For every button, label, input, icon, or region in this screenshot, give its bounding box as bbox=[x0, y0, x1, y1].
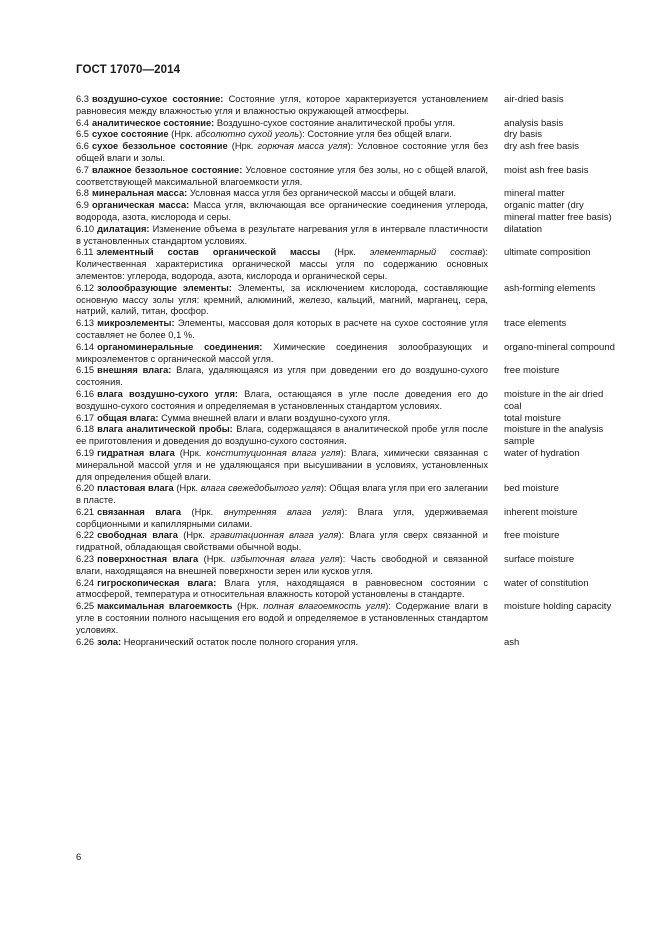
term-entry bbox=[76, 483, 616, 507]
term-definition bbox=[76, 530, 488, 554]
term-deprecated: избыточная влага угля bbox=[230, 554, 340, 565]
term-entry bbox=[76, 365, 616, 389]
term-definition bbox=[76, 283, 488, 318]
term-english: dilatation bbox=[504, 223, 543, 235]
term-definition bbox=[76, 578, 488, 602]
term-name: золообразующие элементы: bbox=[97, 282, 232, 293]
term-text: Неорганический остаток после полного сгорания угля. bbox=[121, 636, 359, 647]
term-name: влага воздушно-сухого угля: bbox=[97, 388, 238, 399]
term-number: 6.26 bbox=[76, 636, 95, 647]
term-text: : Влага угля, удерживаемая сорбционными и капиллярными силами. bbox=[76, 506, 489, 529]
term-entry bbox=[76, 413, 616, 425]
term-text: Элементы, за исключением кислорода, составляющие основную массу золы угля: кремний, алюминий, железо, кальций, магний, марганец, сера, натрий, калий, титан, фосфор. bbox=[76, 282, 488, 317]
term-english: ash-forming elements bbox=[504, 282, 596, 294]
term-name: органическая масса: bbox=[91, 200, 190, 211]
term-deprecated-suffix: ) bbox=[338, 530, 342, 541]
term-entry bbox=[76, 118, 616, 130]
term-text: Изменение объема в результате нагревания угля в интервале пластичности в установленных стандартом условиях. bbox=[76, 223, 488, 246]
term-text: Воздушно-сухое состояние аналитической пробы угля. bbox=[214, 117, 456, 128]
term-deprecated: абсолютно сухой уголь bbox=[195, 129, 300, 140]
term-name: максимальная влагоемкость bbox=[97, 601, 233, 612]
term-entry bbox=[76, 637, 616, 649]
term-deprecated-suffix: ) bbox=[320, 483, 324, 494]
term-text: Сумма внешней влаги и влаги воздушно-сухого угля. bbox=[158, 412, 391, 423]
term-entry bbox=[76, 224, 616, 248]
term-deprecated: полная влагоемкость угля bbox=[263, 601, 386, 612]
term-number: 6.6 bbox=[76, 141, 89, 152]
term-english: bed moisture bbox=[504, 483, 559, 495]
term-name: аналитическое состояние: bbox=[91, 117, 215, 128]
term-number: 6.25 bbox=[76, 601, 95, 612]
term-name: влага аналитической пробы: bbox=[97, 424, 233, 435]
term-number: 6.16 bbox=[76, 388, 95, 399]
term-english: trace elements bbox=[504, 318, 567, 330]
term-name: сухое состояние bbox=[91, 129, 169, 140]
term-deprecated-suffix: ) bbox=[385, 601, 389, 612]
term-text: Влага, удаляющаяся из угля при доведении его до воздушно-сухого состояния. bbox=[76, 365, 488, 388]
term-number: 6.5 bbox=[76, 129, 89, 140]
term-name: сухое беззольное состояние bbox=[91, 141, 228, 152]
term-text: Химические соединения золообразующих и микроэлементов с органической массой угля. bbox=[76, 341, 488, 364]
term-text: Условное состояние угля без золы, но с общей влагой, соответствующей максимальной влагоемкости угля. bbox=[76, 164, 488, 187]
term-deprecated-prefix: (Нрк. bbox=[173, 483, 201, 494]
term-definition bbox=[76, 118, 488, 130]
term-entry bbox=[76, 200, 616, 224]
term-text: : Состояние угля без общей влаги. bbox=[302, 129, 452, 140]
term-deprecated-prefix: (Нрк. bbox=[177, 530, 211, 541]
term-definition bbox=[76, 601, 488, 636]
term-text: Состояние угля, которое характеризуется установлением равновесия между влажностью угля и влажностью окружающей атмосферы. bbox=[76, 94, 488, 116]
term-name: минеральная масса: bbox=[91, 188, 188, 199]
term-definition bbox=[76, 554, 488, 578]
term-deprecated-suffix: ) bbox=[482, 247, 486, 258]
document-header: ГОСТ 17070—2014 bbox=[76, 64, 181, 76]
term-english: water of constitution bbox=[504, 577, 589, 589]
term-text: Влага, содержащаяся в аналитической пробе угля после ее приготовления и доведения до воздушно-сухого состояния. bbox=[76, 424, 488, 447]
term-definition bbox=[76, 424, 488, 448]
term-number: 6.18 bbox=[76, 424, 95, 435]
term-name: зола: bbox=[97, 636, 122, 647]
term-definition bbox=[76, 389, 488, 413]
term-entry bbox=[76, 578, 616, 602]
term-entry bbox=[76, 507, 616, 531]
term-english: mineral matter bbox=[504, 188, 565, 200]
term-entry bbox=[76, 342, 616, 366]
term-definition bbox=[76, 94, 488, 118]
term-text: Условная масса угля без органической массы и общей влаги. bbox=[187, 188, 457, 199]
term-deprecated-suffix: ) bbox=[340, 447, 344, 458]
term-entry bbox=[76, 283, 616, 318]
term-text: : Влага угля сверх связанной и гидратной, обладающая свойствами обычной воды. bbox=[76, 530, 489, 553]
term-english: organo-mineral compound bbox=[504, 341, 615, 353]
term-english: moisture in the air dried coal bbox=[504, 388, 604, 412]
term-number: 6.3 bbox=[76, 94, 89, 104]
term-definition bbox=[76, 129, 488, 141]
term-deprecated-suffix: ) bbox=[347, 141, 351, 152]
term-number: 6.17 bbox=[76, 412, 95, 423]
term-text: Масса угля, включающая все органические соединения углерода, водорода, азота, кислорода и серы. bbox=[76, 200, 489, 222]
term-english: ultimate composition bbox=[504, 247, 591, 259]
term-number: 6.22 bbox=[76, 530, 95, 541]
term-text: Влага, остающаяся в угле после доведения его до воздушно-сухого состояния и определяемая в установленных стандартом условиях. bbox=[76, 388, 488, 411]
term-number: 6.10 bbox=[76, 223, 95, 234]
term-number: 6.20 bbox=[76, 483, 95, 494]
term-name: влажное беззольное состояние: bbox=[91, 164, 243, 175]
term-english: organic matter (dry mineral matter free basis) bbox=[504, 200, 612, 223]
term-entry bbox=[76, 448, 616, 483]
term-deprecated-suffix: ) bbox=[299, 129, 303, 140]
term-number: 6.4 bbox=[76, 117, 89, 128]
term-deprecated-prefix: (Нрк. bbox=[168, 129, 196, 140]
term-definition bbox=[76, 448, 488, 483]
term-entry bbox=[76, 165, 616, 189]
term-text: : Общая влага угля при его залегании в пласте. bbox=[76, 483, 489, 506]
term-english: moisture holding capacity bbox=[504, 601, 612, 613]
term-definition bbox=[76, 141, 488, 165]
term-number: 6.23 bbox=[76, 554, 95, 565]
term-name: гидратная влага bbox=[97, 447, 175, 458]
term-number: 6.11 bbox=[76, 247, 94, 258]
term-definition bbox=[76, 188, 488, 200]
term-entry bbox=[76, 389, 616, 413]
term-name: органоминеральные соединения: bbox=[97, 341, 263, 352]
term-entry bbox=[76, 129, 616, 141]
term-number: 6.24 bbox=[76, 577, 95, 588]
term-deprecated: горючая масса угля bbox=[257, 141, 348, 152]
term-deprecated-prefix: (Нрк. bbox=[181, 506, 224, 517]
term-deprecated-prefix: (Нрк. bbox=[174, 447, 207, 458]
term-entry bbox=[76, 141, 616, 165]
term-deprecated: внутренняя влага угля bbox=[223, 506, 342, 517]
term-definition bbox=[76, 483, 488, 507]
term-deprecated: элементарный состав bbox=[369, 247, 483, 258]
term-number: 6.13 bbox=[76, 318, 95, 329]
term-number: 6.9 bbox=[76, 200, 89, 211]
term-deprecated-prefix: (Нрк. bbox=[232, 601, 264, 612]
page-number: 6 bbox=[76, 852, 82, 863]
term-definition bbox=[76, 365, 488, 389]
term-name: свободная влага bbox=[97, 530, 178, 541]
term-entry bbox=[76, 601, 616, 636]
term-number: 6.14 bbox=[76, 341, 95, 352]
term-entry bbox=[76, 530, 616, 554]
term-deprecated-prefix: (Нрк. bbox=[227, 141, 258, 152]
term-definition bbox=[76, 247, 488, 282]
term-name: пластовая влага bbox=[97, 483, 174, 494]
term-definition bbox=[76, 318, 488, 342]
term-deprecated-suffix: ) bbox=[341, 506, 345, 517]
term-name: связанная влага bbox=[97, 506, 182, 517]
term-entry bbox=[76, 554, 616, 578]
term-name: гигроскопическая влага: bbox=[97, 577, 217, 588]
term-entry bbox=[76, 188, 616, 200]
term-english: free moisture bbox=[504, 365, 560, 377]
term-english: water of hydration bbox=[504, 447, 580, 459]
term-english: moist ash free basis bbox=[504, 164, 589, 176]
term-english: surface moisture bbox=[504, 554, 575, 566]
term-deprecated: гравитационная влага угля bbox=[210, 530, 339, 541]
term-text: : Влага, химически связанная с минеральной массой угля и не удаляющаяся при высушивании в условиях, установленных для определения общей влаги. bbox=[76, 447, 488, 482]
term-text: Влага угля, находящаяся в равновесном состоянии с атмосферой, температура и относительная влажность которой установлены в стандарте. bbox=[76, 577, 488, 600]
term-deprecated: конституционная влага угля bbox=[206, 447, 341, 458]
term-entry bbox=[76, 424, 616, 448]
term-english: total moisture bbox=[504, 412, 562, 424]
term-english: dry basis bbox=[504, 129, 543, 141]
term-english: dry ash free basis bbox=[504, 141, 579, 153]
term-text: : Часть свободной и связанной влаги, находящаяся на внешней поверхности зерен или кусков угля. bbox=[76, 554, 488, 576]
term-entry bbox=[76, 94, 616, 118]
term-number: 6.7 bbox=[76, 164, 89, 175]
term-text: : Количественная характеристика органической массы угля по содержанию основных элементов: углерода, водорода, азота, кислорода и органической серы. bbox=[76, 247, 488, 281]
term-number: 6.12 bbox=[76, 282, 95, 293]
term-english: inherent moisture bbox=[504, 506, 578, 518]
term-english: moisture in the analysis sample bbox=[504, 424, 604, 448]
term-definition bbox=[76, 637, 488, 649]
term-definition bbox=[76, 165, 488, 189]
term-definition bbox=[76, 342, 488, 366]
term-text: Элементы, массовая доля которых в расчете на сухое состояние угля составляет не более 0,1 %. bbox=[76, 318, 488, 340]
term-english: air-dried basis bbox=[504, 94, 564, 105]
term-deprecated-prefix: (Нрк. bbox=[198, 554, 231, 565]
term-english: free moisture bbox=[504, 530, 560, 542]
term-name: дилатация: bbox=[97, 223, 150, 234]
term-name: элементный состав органической массы bbox=[96, 247, 321, 258]
term-text: : Содержание влаги в угле в состоянии полного насыщения его водой и определяемое в установленных стандартом условиях. bbox=[76, 601, 488, 635]
term-deprecated: влага свежедобытого угля bbox=[200, 483, 321, 494]
term-deprecated-prefix: (Нрк. bbox=[320, 247, 370, 258]
term-number: 6.19 bbox=[76, 447, 95, 458]
term-deprecated-suffix: ) bbox=[339, 554, 343, 565]
term-name: микроэлементы: bbox=[97, 318, 175, 329]
term-definition bbox=[76, 200, 488, 224]
term-text: : Условное состояние угля без общей влаги и золы. bbox=[76, 141, 488, 163]
term-entry bbox=[76, 247, 616, 282]
term-definition bbox=[76, 224, 488, 248]
term-definition bbox=[76, 413, 488, 425]
term-number: 6.21 bbox=[76, 506, 95, 517]
term-name: общая влага: bbox=[97, 412, 159, 423]
term-name: воздушно-сухое состояние: bbox=[91, 94, 224, 104]
term-definition bbox=[76, 507, 488, 531]
term-english: ash bbox=[504, 636, 520, 648]
term-number: 6.15 bbox=[76, 365, 95, 376]
term-number: 6.8 bbox=[76, 188, 89, 199]
term-entry bbox=[76, 318, 616, 342]
term-name: поверхностная влага bbox=[97, 554, 199, 565]
term-english: analysis basis bbox=[504, 117, 564, 129]
term-name: внешняя влага: bbox=[97, 365, 172, 376]
terms-list bbox=[76, 94, 616, 648]
